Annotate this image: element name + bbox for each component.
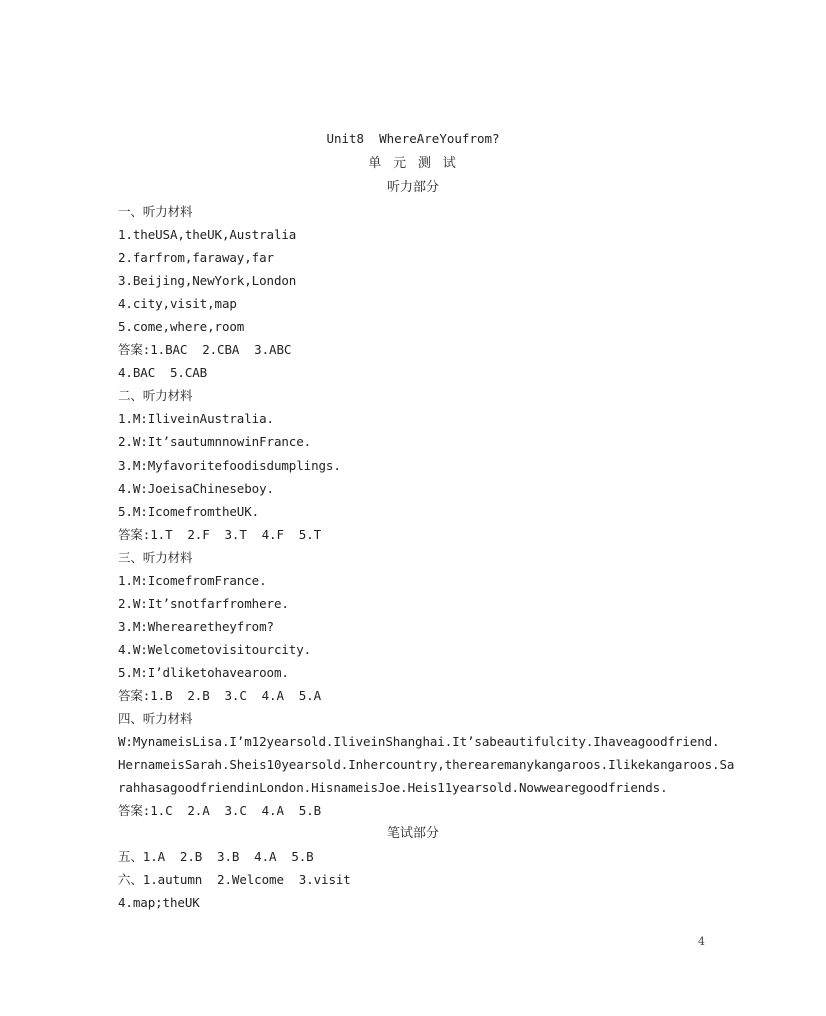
answer-line: 4.BAC 5.CAB	[118, 365, 208, 381]
page-number: 4	[698, 935, 705, 948]
text-line: 4.W:Welcometovisitourcity.	[118, 641, 312, 657]
text-line: 3.Beijing,NewYork,London	[118, 273, 297, 289]
section-label: 二、听力材料	[118, 388, 193, 404]
answer-line: 答案:1.T 2.F 3.T 4.F 5.T	[118, 526, 322, 542]
text-line: 2.W:It’sautumnnowinFrance.	[118, 434, 312, 450]
unit-test-heading: 单 元 测 试	[368, 156, 458, 171]
section-label: 一、听力材料	[118, 204, 193, 219]
section-label: 三、听力材料	[118, 549, 193, 565]
written-section-heading: 笔试部分	[386, 826, 439, 841]
text-line: 5.come,where,room	[118, 319, 245, 335]
text-line: 1.theUSA,theUK,Australia	[118, 227, 297, 243]
text-line: 1.M:IliveinAustralia.	[118, 411, 274, 427]
section-label: 四、听力材料	[118, 711, 193, 727]
text-line: 2.W:It’snotfarfromhere.	[118, 595, 289, 611]
answer-line: 4.map;theUK	[118, 895, 200, 911]
answer-line: 答案:1.BAC 2.CBA 3.ABC	[118, 342, 292, 358]
answer-line: 六、1.autumn 2.Welcome 3.visit	[118, 872, 351, 888]
answer-line: 答案:1.B 2.B 3.C 4.A 5.A	[118, 687, 322, 703]
answer-line: 五、1.A 2.B 3.B 4.A 5.B	[118, 849, 314, 865]
text-line: 4.city,visit,map	[118, 296, 237, 312]
text-line: 3.M:Wherearetheyfrom?	[118, 618, 274, 634]
text-line: 2.farfrom,faraway,far	[118, 250, 274, 266]
passage-line: HernameisSarah.Sheis10yearsold.Inhercountry,therearemanykangaroos.Ilikekangaroos.Sa	[118, 757, 735, 773]
listening-content	[118, 204, 735, 918]
text-line: 3.M:Myfavoritefoodisdumplings.	[118, 457, 341, 473]
text-line: 4.W:JoeisaChineseboy.	[118, 480, 274, 496]
answer-line: 答案:1.C 2.A 3.C 4.A 5.B	[118, 803, 322, 819]
passage-line: W:MynameisLisa.I’m12yearsold.IliveinShanghai.It’sabeautifulcity.Ihaveagoodfriend.	[118, 734, 720, 750]
text-line: 5.M:I’dliketohavearoom.	[118, 664, 289, 680]
listening-section-heading: 听力部分	[386, 180, 439, 195]
passage-line: rahhasagoodfriendinLondon.HisnameisJoe.Heis11yearsold.Nowwearegoodfriends.	[118, 780, 668, 796]
text-line: 1.M:IcomefromFrance.	[118, 572, 267, 588]
unit-title: Unit8 WhereAreYoufrom?	[326, 131, 500, 146]
text-line: 5.M:IcomefromtheUK.	[118, 503, 260, 519]
